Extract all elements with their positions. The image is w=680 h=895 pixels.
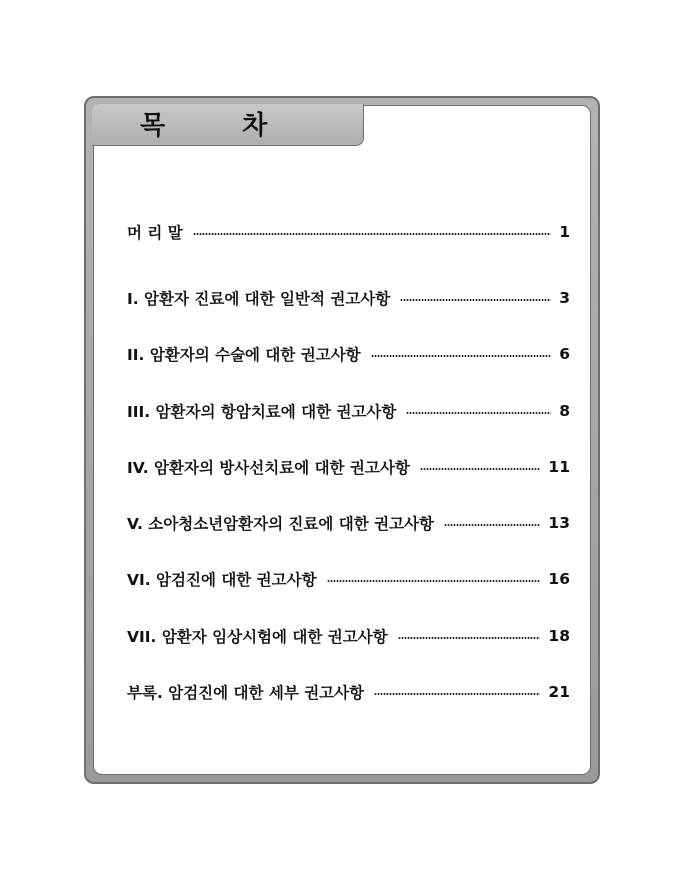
toc-entry-label: IV. 암환자의 방사선치료에 대한 권고사항	[127, 459, 410, 477]
toc-entry-label: II. 암환자의 수술에 대한 권고사항	[127, 346, 361, 364]
toc-entry-label: VII. 암환자 임상시험에 대한 권고사항	[127, 628, 388, 646]
dot-leader	[420, 468, 541, 470]
dot-leader	[193, 233, 551, 235]
toc-entry-page: 6	[559, 345, 570, 363]
dot-leader	[406, 412, 551, 414]
toc-entry-page: 21	[548, 683, 570, 701]
toc-entry-label: 부록. 암검진에 대한 세부 권고사항	[127, 684, 365, 702]
toc-entry-label: VI. 암검진에 대한 권고사항	[127, 571, 317, 589]
toc-entry-page: 3	[559, 289, 570, 307]
dot-leader	[444, 524, 540, 526]
toc-entry-4[interactable]	[127, 455, 570, 479]
toc-entry-7[interactable]	[127, 624, 570, 648]
dot-leader	[400, 299, 551, 301]
toc-entry-page: 13	[548, 514, 570, 532]
toc-entry-preface[interactable]	[127, 220, 570, 244]
dot-leader	[327, 580, 541, 582]
toc-entry-page: 16	[548, 570, 570, 588]
toc-panel	[93, 105, 591, 775]
toc-entry-2[interactable]	[127, 342, 570, 366]
toc-entry-label: 머 리 말	[127, 224, 183, 242]
toc-entry-page: 18	[548, 627, 570, 645]
toc-entry-appendix[interactable]	[127, 680, 570, 704]
dot-leader	[371, 355, 552, 357]
toc-entry-1[interactable]	[127, 286, 570, 310]
page-title: 목 차	[140, 111, 302, 141]
toc-entry-6[interactable]	[127, 567, 570, 591]
toc-entry-page: 1	[559, 223, 570, 241]
dot-leader	[398, 637, 541, 639]
toc-entry-page: 8	[559, 402, 570, 420]
toc-entry-5[interactable]	[127, 511, 570, 535]
dot-leader	[374, 693, 540, 695]
toc-entry-label: III. 암환자의 항암치료에 대한 권고사항	[127, 403, 397, 421]
toc-entry-label: I. 암환자 진료에 대한 일반적 권고사항	[127, 290, 391, 308]
toc-entry-label: V. 소아청소년암환자의 진료에 대한 권고사항	[127, 515, 434, 533]
toc-entry-3[interactable]	[127, 399, 570, 423]
toc-entry-page: 11	[548, 458, 570, 476]
